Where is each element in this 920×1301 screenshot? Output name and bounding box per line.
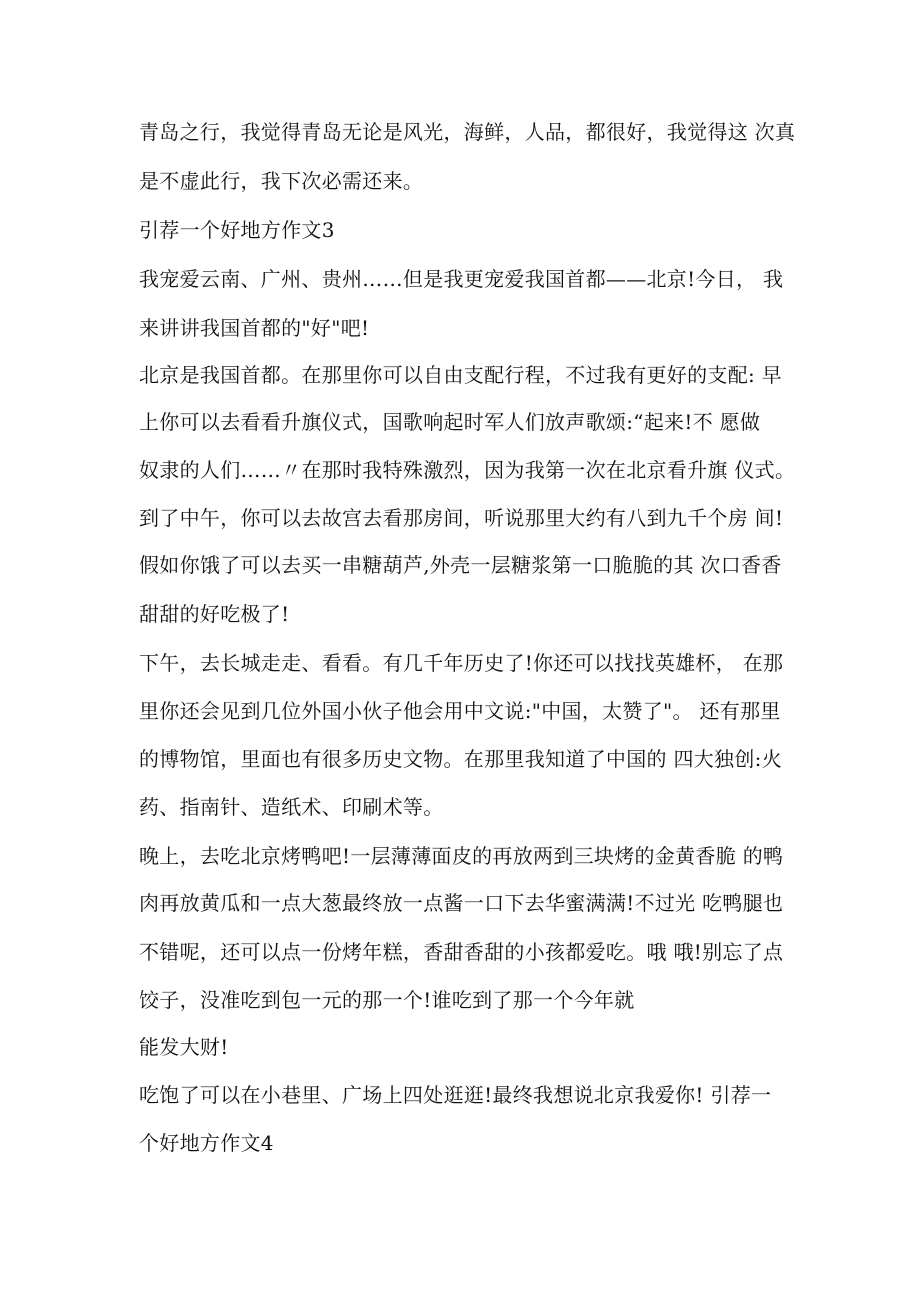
text-line: 吃饱了可以在小巷里、广场上四处逛逛!最终我想说北京我爱你! 引荐一 bbox=[139, 1083, 772, 1107]
text-line: 青岛之行，我觉得青岛无论是风光，海鲜，人品，都很好，我觉得这 次真 bbox=[139, 120, 796, 144]
text-line: 肉再放黄瓜和一点大葱最终放一点酱一口下去华蜜满满!不过光 吃鸭腿也 bbox=[139, 891, 784, 915]
text-line: 到了中午，你可以去故宫去看那房间，听说那里大约有八到九千个房 间! bbox=[139, 506, 784, 530]
text-line: 北京是我国首都。在那里你可以自由支配行程，不过我有更好的支配: 早 bbox=[139, 363, 782, 387]
text-line: 来讲讲我国首都的"好"吧! bbox=[139, 316, 370, 340]
text-line: 奴隶的人们……〃在那时我特殊激烈，因为我第一次在北京看升旗 仪式。 bbox=[139, 458, 796, 482]
text-line: 甜甜的好吃极了! bbox=[139, 602, 290, 626]
text-line: 下午，去长城走走、看看。有几千年历史了!你还可以找找英雄杯， 在那 bbox=[139, 651, 784, 675]
text-line: 是不虚此行，我下次必需还来。 bbox=[139, 169, 424, 193]
text-line: 上你可以去看看升旗仪式，国歌响起时军人们放声歌颂:“起来!不 愿做 bbox=[139, 410, 761, 434]
text-line: 能发大财! bbox=[139, 1035, 229, 1059]
text-line: 不错呢，还可以点一份烤年糕，香甜香甜的小孩都爱吃。哦 哦!别忘了点 bbox=[139, 940, 784, 964]
section-heading: 引荐一个好地方作文3 bbox=[139, 218, 335, 242]
text-line: 药、指南针、造纸术、印刷术等。 bbox=[139, 795, 444, 819]
text-line: 假如你饿了可以去买一串糖葫芦,外壳一层糖浆第一口脆脆的其 次口香香 bbox=[139, 553, 782, 577]
text-line: 的博物馆，里面也有很多历史文物。在那里我知道了中国的 四大独创:火 bbox=[139, 747, 782, 771]
text-line: 饺子，没准吃到包一元的那一个!谁吃到了那一个今年就 bbox=[139, 988, 635, 1012]
text-line: 里你还会见到几位外国小伙子他会用中文说:"中国，太赞了"。 还有那里 bbox=[139, 699, 781, 723]
text-line: 我宠爱云南、广州、贵州……但是我更宠爱我国首都——北京!今日， 我 bbox=[139, 267, 784, 291]
section-heading: 个好地方作文4 bbox=[139, 1131, 274, 1155]
text-line: 晚上，去吃北京烤鸭吧!一层薄薄面皮的再放两到三块烤的金黄香脆 的鸭 bbox=[139, 844, 784, 868]
